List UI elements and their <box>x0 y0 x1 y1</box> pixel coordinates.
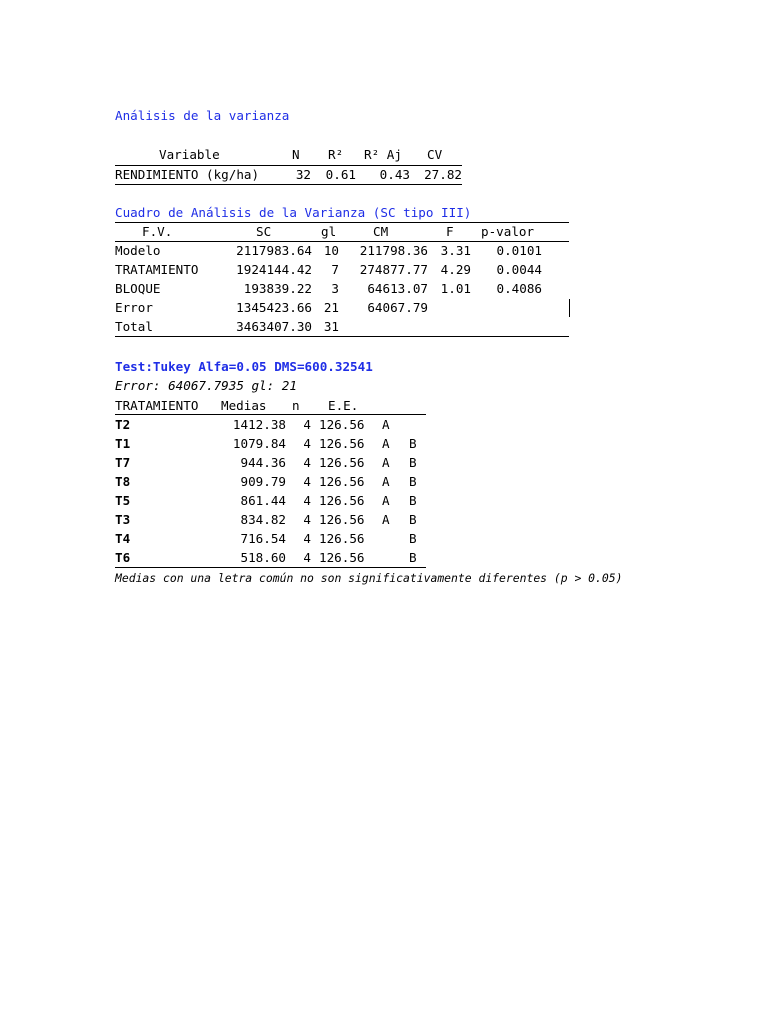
cuadro-row-cm: 274877.77 <box>359 262 428 277</box>
cuadro-row-sc: 1924144.42 <box>236 262 312 277</box>
summary-header-r2aj: R² Aj <box>364 147 402 162</box>
tukey-row-ee: 126.56 <box>319 531 365 546</box>
cuadro-bottom-rule <box>115 336 569 337</box>
cuadro-title: Cuadro de Análisis de la Varianza (SC tipo III) <box>115 205 472 220</box>
tukey-row-trat: T5 <box>115 493 131 508</box>
tukey-header-ee: E.E. <box>328 398 359 413</box>
cuadro-row-cm: 64067.79 <box>367 300 428 315</box>
cuadro-row-p: 0.0101 <box>496 243 542 258</box>
tukey-row-n: 4 <box>303 417 311 432</box>
tukey-row-ee: 126.56 <box>319 455 365 470</box>
summary-row-n: 32 <box>295 167 311 182</box>
cuadro-header-gl: gl <box>321 224 337 239</box>
tukey-row-group-b: B <box>409 493 417 508</box>
tukey-row-n: 4 <box>303 512 311 527</box>
tukey-row-ee: 126.56 <box>319 417 365 432</box>
tukey-row-trat: T2 <box>115 417 131 432</box>
cuadro-row-fv: TRATAMIENTO <box>115 262 199 277</box>
cuadro-row-f: 4.29 <box>440 262 471 277</box>
cursor-bar <box>569 299 570 317</box>
tukey-row-n: 4 <box>303 455 311 470</box>
cuadro-row-fv: BLOQUE <box>115 281 161 296</box>
tukey-row-group-a: A <box>382 455 390 470</box>
tukey-row-ee: 126.56 <box>319 474 365 489</box>
cuadro-row-fv: Modelo <box>115 243 161 258</box>
tukey-row-ee: 126.56 <box>319 550 365 565</box>
tukey-row-trat: T6 <box>115 550 131 565</box>
cuadro-row-gl: 7 <box>331 262 339 277</box>
tukey-row-n: 4 <box>303 531 311 546</box>
cuadro-row-gl: 10 <box>323 243 339 258</box>
tukey-row-ee: 126.56 <box>319 493 365 508</box>
tukey-row-medias: 716.54 <box>240 531 286 546</box>
cuadro-top-rule <box>115 222 569 223</box>
summary-header-r2: R² <box>328 147 344 162</box>
cuadro-row-cm: 211798.36 <box>359 243 428 258</box>
tukey-header-medias: Medias <box>221 398 267 413</box>
summary-header-n: N <box>292 147 300 162</box>
cuadro-row-gl: 21 <box>323 300 339 315</box>
tukey-row-medias: 909.79 <box>240 474 286 489</box>
tukey-row-trat: T8 <box>115 474 131 489</box>
tukey-row-group-b: B <box>409 474 417 489</box>
tukey-row-medias: 1079.84 <box>232 436 286 451</box>
cuadro-row-fv: Error <box>115 300 153 315</box>
cuadro-row-cm: 64613.07 <box>367 281 428 296</box>
tukey-error-line: Error: 64067.7935 gl: 21 <box>115 378 297 393</box>
tukey-row-n: 4 <box>303 436 311 451</box>
cuadro-header-sc: SC <box>256 224 272 239</box>
tukey-row-n: 4 <box>303 493 311 508</box>
cuadro-row-f: 1.01 <box>440 281 471 296</box>
tukey-bottom-rule <box>115 567 426 568</box>
cuadro-row-p: 0.0044 <box>496 262 542 277</box>
tukey-row-group-b: B <box>409 512 417 527</box>
cuadro-row-gl: 3 <box>331 281 339 296</box>
cuadro-row-sc: 2117983.64 <box>236 243 312 258</box>
cuadro-row-sc: 3463407.30 <box>236 319 312 334</box>
tukey-row-group-a: A <box>382 417 390 432</box>
tukey-row-ee: 126.56 <box>319 436 365 451</box>
cuadro-row-gl: 31 <box>323 319 339 334</box>
cuadro-header-p: p-valor <box>481 224 535 239</box>
summary-header-rule <box>115 165 462 166</box>
summary-header-variable: Variable <box>159 147 220 162</box>
tukey-row-group-b: B <box>409 455 417 470</box>
cuadro-row-fv: Total <box>115 319 153 334</box>
cuadro-row-sc: 193839.22 <box>243 281 312 296</box>
tukey-row-group-a: A <box>382 493 390 508</box>
summary-row-cv: 27.82 <box>424 167 462 182</box>
anova-title: Análisis de la varianza <box>115 108 290 123</box>
tukey-row-trat: T3 <box>115 512 131 527</box>
tukey-row-group-a: A <box>382 436 390 451</box>
cuadro-header-f: F <box>446 224 454 239</box>
tukey-row-group-a: A <box>382 512 390 527</box>
tukey-row-group-a: A <box>382 474 390 489</box>
cuadro-row-p: 0.4086 <box>496 281 542 296</box>
cuadro-row-sc: 1345423.66 <box>236 300 312 315</box>
summary-row-r2: 0.61 <box>325 167 356 182</box>
tukey-row-medias: 518.60 <box>240 550 286 565</box>
tukey-row-medias: 1412.38 <box>232 417 286 432</box>
tukey-row-group-b: B <box>409 531 417 546</box>
tukey-header-trat: TRATAMIENTO <box>115 398 199 413</box>
tukey-row-medias: 834.82 <box>240 512 286 527</box>
tukey-row-trat: T7 <box>115 455 131 470</box>
tukey-row-group-b: B <box>409 550 417 565</box>
tukey-row-ee: 126.56 <box>319 512 365 527</box>
tukey-row-n: 4 <box>303 550 311 565</box>
tukey-row-trat: T1 <box>115 436 131 451</box>
cuadro-header-rule <box>115 241 569 242</box>
tukey-row-group-b: B <box>409 436 417 451</box>
cuadro-row-f: 3.31 <box>440 243 471 258</box>
tukey-header-n: n <box>292 398 300 413</box>
summary-bottom-rule <box>115 184 462 185</box>
tukey-row-medias: 861.44 <box>240 493 286 508</box>
summary-header-cv: CV <box>427 147 443 162</box>
tukey-footnote: Medias con una letra común no son significativamente diferentes (p > 0.05) <box>115 571 623 585</box>
cuadro-header-fv: F.V. <box>142 224 173 239</box>
tukey-row-trat: T4 <box>115 531 131 546</box>
summary-row-variable: RENDIMIENTO (kg/ha) <box>115 167 260 182</box>
tukey-row-medias: 944.36 <box>240 455 286 470</box>
tukey-header-rule <box>115 414 426 415</box>
cuadro-header-cm: CM <box>373 224 389 239</box>
summary-row-r2aj: 0.43 <box>379 167 410 182</box>
tukey-row-n: 4 <box>303 474 311 489</box>
tukey-title: Test:Tukey Alfa=0.05 DMS=600.32541 <box>115 359 373 374</box>
